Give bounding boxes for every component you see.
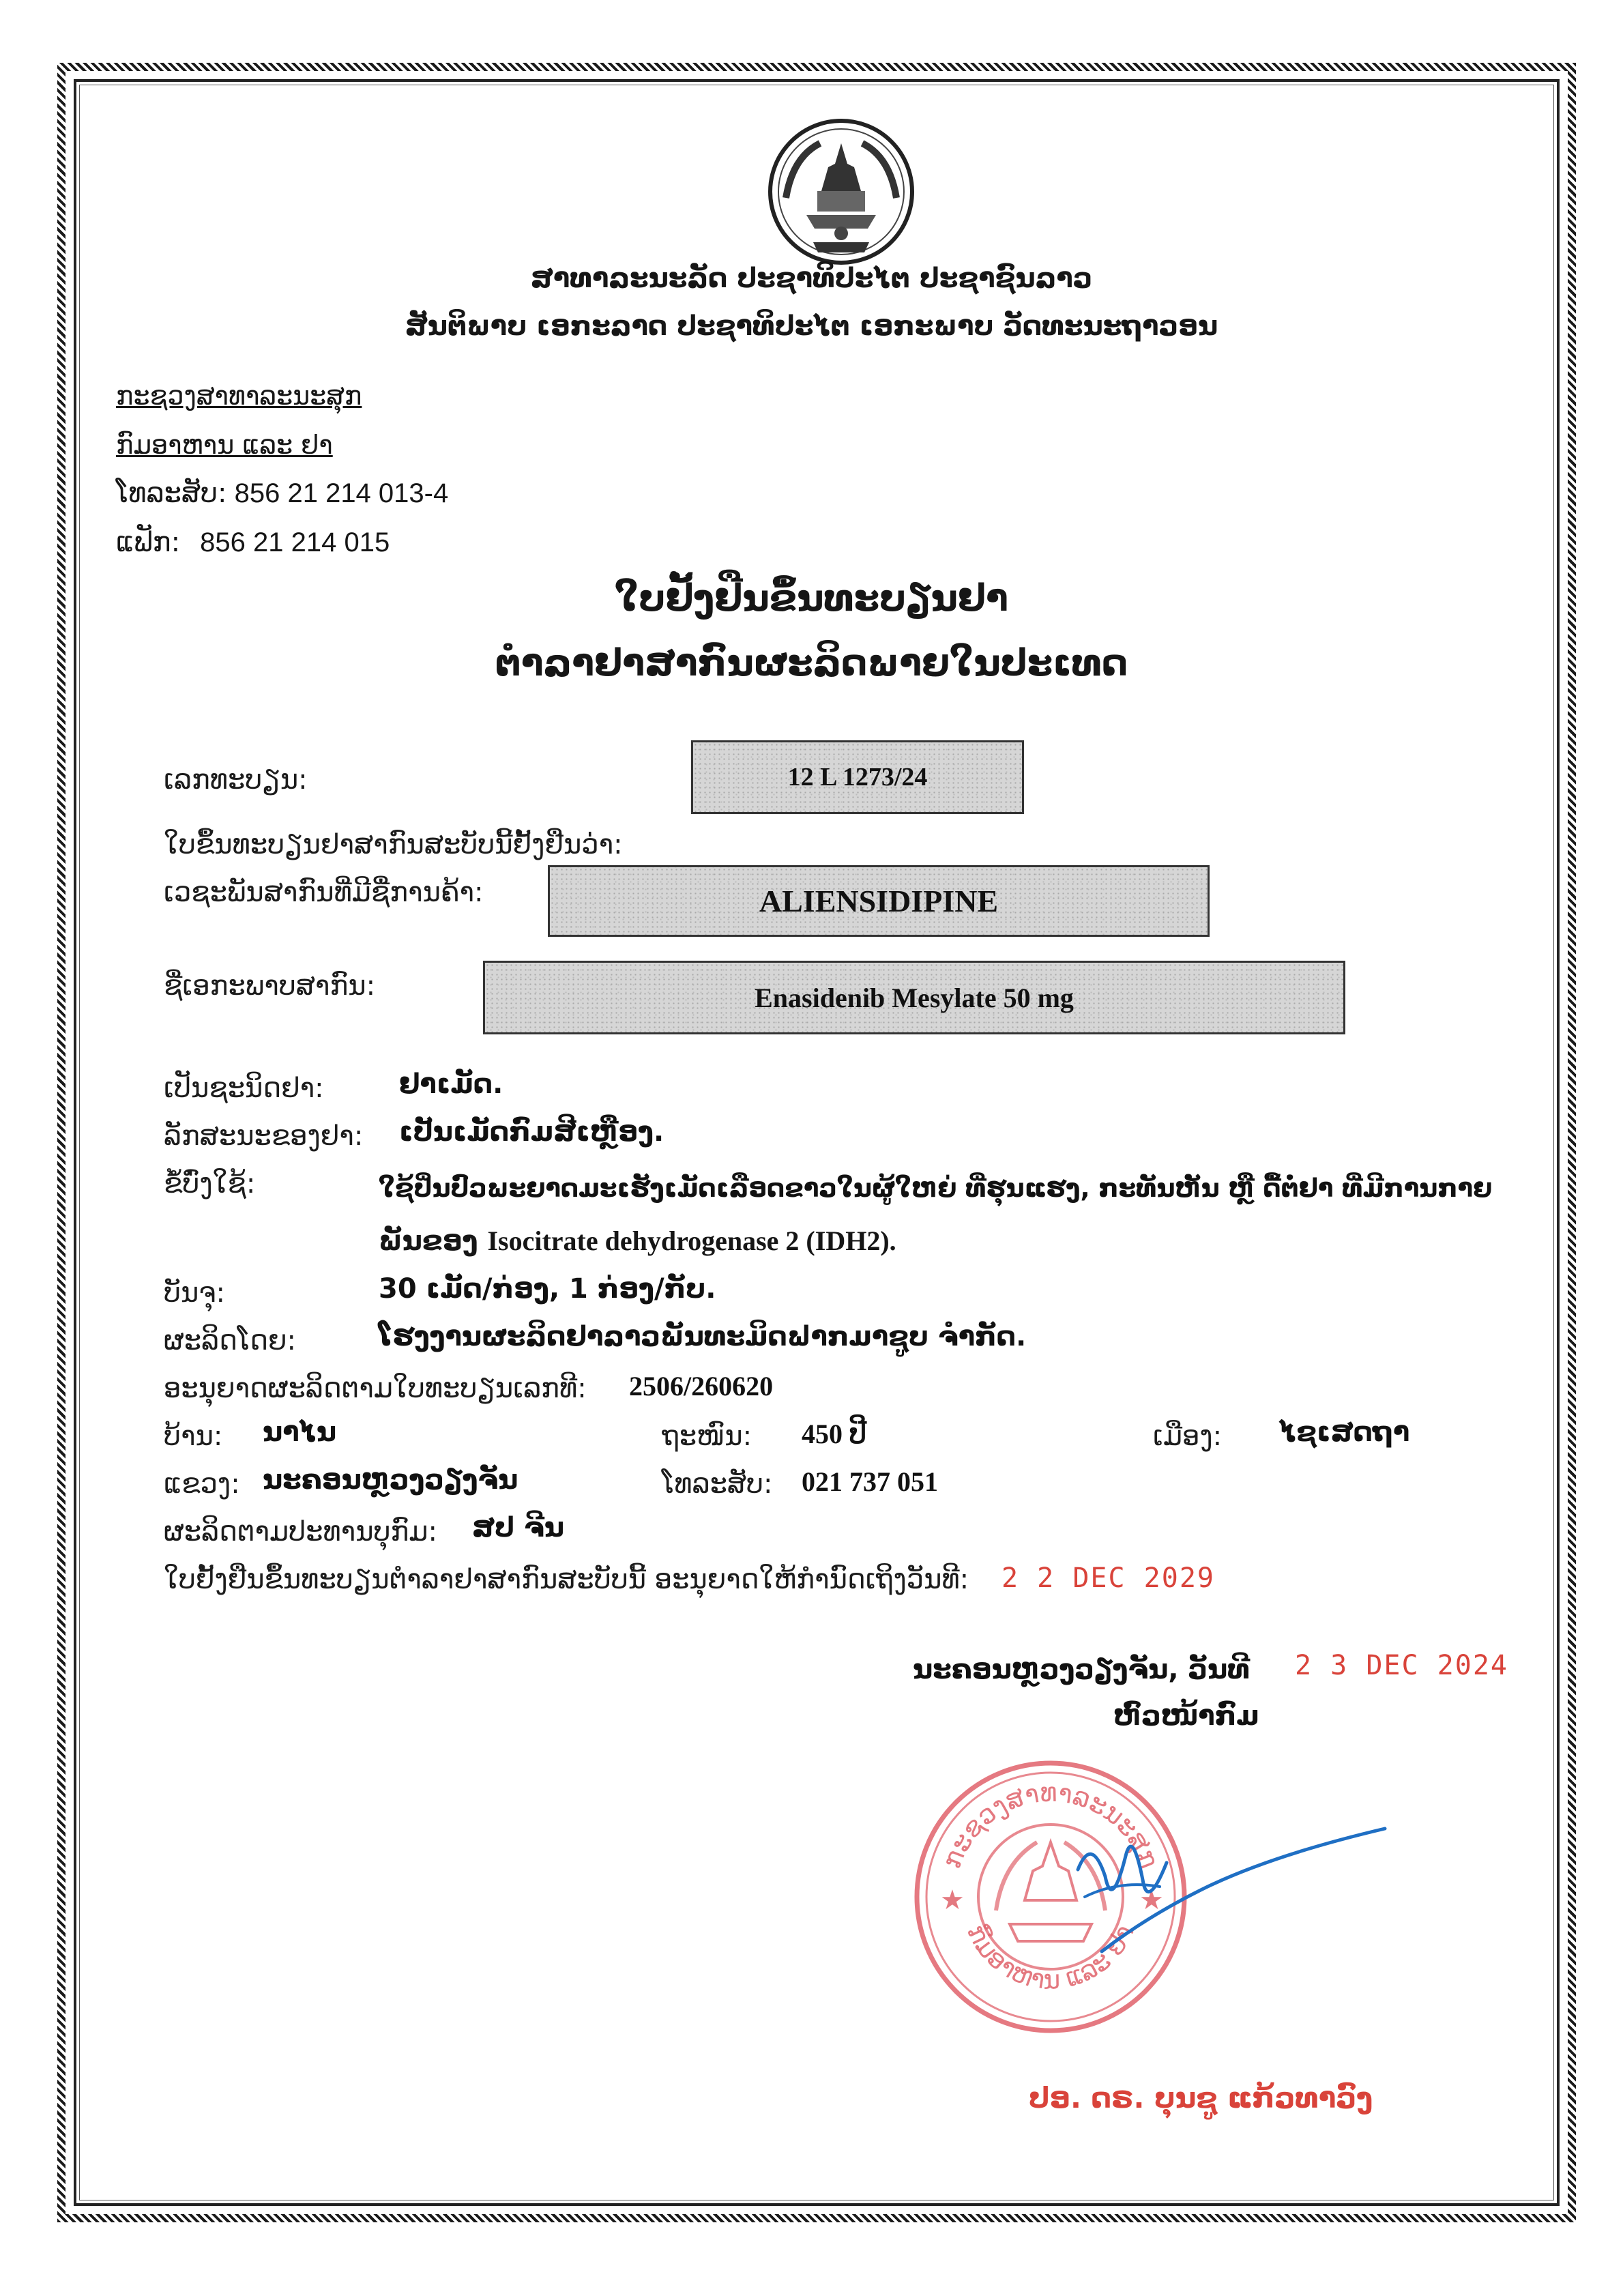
registration-no-label: ເລກທະບຽນ: xyxy=(164,764,308,796)
phone-value: 856 21 214 013-4 xyxy=(234,478,449,508)
appearance-value: ເປັນເມັດກົມສີເຫຼືອງ. xyxy=(399,1116,664,1148)
issue-date-stamp: 2 3 DEC 2024 xyxy=(1295,1650,1508,1681)
svg-text:ກະຊວງສາທາລະນະສຸກ: ກະຊວງສາທາລະນະສຸກ xyxy=(936,1777,1165,1873)
fax-value: 856 21 214 015 xyxy=(200,527,390,557)
registration-no-box: 12 L 1273/24 xyxy=(691,740,1024,814)
generic-name-label: ຊື່ເອກະພາບສາກົນ: xyxy=(164,970,376,1002)
ministry-name: ກະຊວງສາທາລະນະສຸກ xyxy=(116,381,362,411)
certify-statement: ໃບຂຶ້ນທະບຽນຢາສາກົນສະບັບນີ້ຢັ້ງຢືນວ່າ: xyxy=(164,829,623,860)
indication-line2 xyxy=(379,1225,896,1257)
tel-label: ໂທລະສັບ: xyxy=(662,1468,773,1500)
place-date-label: ນະຄອນຫຼວງວຽງຈັນ, ວັນທີ xyxy=(913,1654,1251,1685)
village-value: ນາໄນ xyxy=(263,1416,337,1448)
road-label: ຖະໜົນ: xyxy=(662,1421,752,1452)
issuer-fax xyxy=(116,527,390,558)
svg-text:★: ★ xyxy=(940,1885,965,1916)
dosage-form-value: ຢາເມັດ. xyxy=(399,1069,503,1100)
generic-name-box: Enasidenib Mesylate 50 mg xyxy=(483,961,1345,1034)
phone-label: ໂທລະສັບ: xyxy=(116,478,227,509)
indication-line1: ໃຊ້ປິ່ນປົວພະຍາດມະເຮັງເມັດເລືອດຂາວໃນຜູ້ໃຫຍ່ ທີ່ຮຸນແຮງ, ກະທັນຫັນ ຫຼື ດື້ຕໍ່ຢາ ທີ່ມີການກາຍ xyxy=(379,1174,1493,1203)
expiry-date-stamp: 2 2 DEC 2029 xyxy=(1001,1563,1215,1594)
trade-name-box: ALIENSIDIPINE xyxy=(548,865,1210,937)
tel-value: 021 737 051 xyxy=(802,1466,938,1497)
signatory-position: ຫົວໜ້າກົມ xyxy=(1113,1700,1259,1732)
certificate-title: ໃບຢັ້ງຢືນຂຶ້ນທະບຽນຢາ xyxy=(615,577,1008,620)
national-motto: ສັນຕິພາບ ເອກະລາດ ປະຊາທິປະໄຕ ເອກະພາບ ວັດທະນະຖາວອນ xyxy=(405,310,1218,342)
svg-text:ກົມອາຫານ ແລະ ຢາ: ກົມອາຫານ ແລະ ຢາ xyxy=(961,1919,1140,1995)
license-label: ອະນຸຍາດຜະລິດຕາມໃບທະບຽນເລກທີ: xyxy=(164,1373,587,1404)
signatory-name: ປອ. ດຣ. ບຸນຊູ ແກ້ວທາວົງ xyxy=(1029,2081,1373,2115)
licensor-label: ຜະລິດຕາມປະທານບຸກົມ: xyxy=(164,1516,437,1547)
manufacturer-label: ຜະລິດໂດຍ: xyxy=(164,1325,297,1356)
department-name: ກົມອາຫານ ແລະ ຢາ xyxy=(116,430,333,460)
district-value: ໄຊເສດຖາ xyxy=(1279,1416,1410,1448)
indication-line2-lao: ພັນຂອງ xyxy=(379,1225,478,1257)
manufacturer-value: ໂຮງງານຜະລິດຢາລາວພັນທະມິດຟາກມາຊູບ ຈຳກັດ. xyxy=(379,1321,1027,1352)
province-value: ນະຄອນຫຼວງວຽງຈັນ xyxy=(263,1464,518,1496)
validity-statement: ໃບຢັ້ງຢືນຂຶ້ນທະບຽນຕຳລາຢາສາກົນສະບັບນີ້ ອະນຸຍາດໃຫ້ກຳນົດເຖິງວັນທີ: xyxy=(164,1564,969,1595)
trade-name-label: ເວຊະພັນສາກົນທີ່ມີຊື່ການຄ້າ: xyxy=(164,877,484,908)
national-heading: ສາທາລະນະລັດ ປະຊາທິປະໄຕ ປະຊາຊົນລາວ xyxy=(530,263,1093,294)
licensor-value: ສປ ຈີນ xyxy=(472,1512,564,1543)
appearance-label: ລັກສະນະຂອງຢາ: xyxy=(164,1120,364,1152)
district-label: ເມືອງ: xyxy=(1153,1421,1223,1452)
road-value: 450 ປີ xyxy=(802,1419,866,1449)
fax-label: ແຟັກ: xyxy=(116,527,181,558)
svg-text:★: ★ xyxy=(1139,1885,1164,1916)
village-label: ບ້ານ: xyxy=(164,1421,223,1452)
national-emblem-icon xyxy=(765,116,917,267)
dosage-form-label: ເປັນຊະນິດຢາ: xyxy=(164,1073,324,1104)
province-label: ແຂວງ: xyxy=(164,1468,240,1500)
license-value: 2506/260620 xyxy=(629,1371,774,1401)
packaging-value: 30 ເມັດ/ກ່ອງ, 1 ກ່ອງ/ກັບ. xyxy=(379,1273,716,1305)
indication-line2-en: Isocitrate dehydrogenase 2 (IDH2). xyxy=(487,1225,896,1256)
certificate-subtitle: ຕຳລາຢາສາກົນຜະລິດພາຍໃນປະເທດ xyxy=(495,641,1128,684)
indication-label: ຂໍ້ບົ່ງໃຊ້: xyxy=(164,1168,256,1200)
issuer-phone xyxy=(116,478,448,509)
handwritten-signature-icon xyxy=(1064,1815,1392,1965)
packaging-label: ບັນຈຸ: xyxy=(164,1277,225,1309)
